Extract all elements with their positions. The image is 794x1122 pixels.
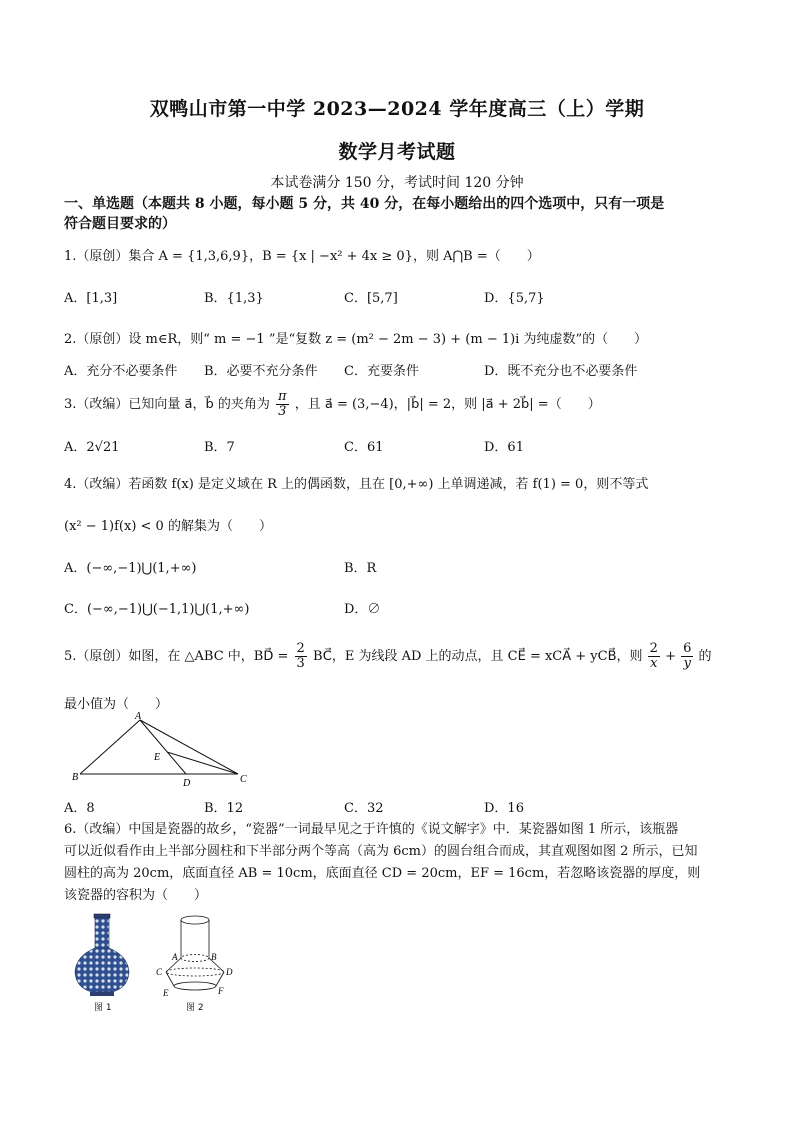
q1-option-c[interactable]: C．[5,7]	[344, 291, 398, 306]
q3-text-a: 3.（改编）已知向量 a⃗，b⃗ 的夹角为	[64, 397, 270, 412]
q4-option-c[interactable]: C．(−∞,−1)⋃(−1,1)⋃(1,+∞)	[64, 602, 250, 617]
question-4-cont: (x² − 1)f(x) < 0 的解集为（ ）	[64, 519, 272, 534]
diagram-label-b: B	[211, 952, 217, 962]
figure-2-caption: 图 2	[186, 1003, 204, 1013]
q3-option-c[interactable]: C．61	[344, 440, 384, 455]
question-2: 2.（原创）设 m∈R，则“ m = −1 ”是“复数 z = (m² − 2m − 3) + (m − 1)i 为纯虚数”的（ ）	[64, 332, 648, 347]
diagram-label-e: E	[163, 988, 169, 998]
page-title: 双鸭山市第一中学 2023—2024 学年度高三（上）学期	[149, 98, 645, 120]
q5-option-b[interactable]: B．12	[204, 801, 244, 816]
question-6-line2: 可以近似看作由上半部分圆柱和下半部分两个等高（高为 6cm）的圆台组合而成，其直观图如图 2 所示，已知	[64, 844, 698, 859]
q4-option-d[interactable]: D．∅	[344, 602, 381, 617]
q2-option-a[interactable]: A．充分不必要条件	[64, 364, 178, 379]
q3-option-b[interactable]: B．7	[204, 440, 235, 455]
question-4: 4.（改编）若函数 f(x) 是定义域在 R 上的偶函数，且在 [0,+∞) 上单调递减，若 f(1) = 0，则不等式	[64, 477, 649, 492]
question-5-cont: 最小值为（ ）	[64, 697, 169, 712]
question-6-line4: 该瓷器的容积为（ ）	[64, 888, 208, 903]
triangle-label-c: C	[240, 774, 247, 785]
question-3	[64, 390, 601, 419]
triangle-label-a: A	[135, 711, 142, 722]
q1-option-d[interactable]: D．{5,7}	[484, 291, 545, 306]
q5-fraction-2-den: x	[650, 656, 658, 671]
q5-option-d[interactable]: D．16	[484, 801, 524, 816]
triangle-label-e: E	[154, 752, 161, 763]
q4-option-b[interactable]: B．R	[344, 561, 377, 576]
q3-fraction	[276, 390, 289, 419]
q5-option-a[interactable]: A．8	[64, 801, 95, 816]
diagram-label-c: C	[156, 967, 163, 977]
section-heading: 一、单选题（本题共 8 小题，每小题 5 分，共 40 分，在每小题给出的四个选项中，只有一项是	[64, 196, 665, 212]
triangle-label-b: B	[72, 772, 79, 783]
exam-info: 本试卷满分 150 分，考试时间 120 分钟	[270, 175, 524, 191]
figure-1-caption: 图 1	[94, 1003, 112, 1013]
q5-fraction-1	[295, 642, 307, 671]
q3-option-a[interactable]: A．2√21	[64, 440, 120, 455]
diagram-label-d: D	[226, 967, 233, 977]
question-1: 1.（原创）集合 A = {1,3,6,9}，B = {x | −x² + 4x ≥ 0}，则 A⋂B =（ ）	[64, 249, 540, 264]
question-5	[64, 642, 712, 671]
q2-option-d[interactable]: D．既不充分也不必要条件	[484, 364, 638, 379]
q2-option-b[interactable]: B．必要不充分条件	[204, 364, 318, 379]
q1-option-b[interactable]: B．{1,3}	[204, 291, 264, 306]
diagram-label-a: A	[172, 952, 178, 962]
q5-plus-sign: +	[665, 649, 676, 664]
question-6-line3: 圆柱的高为 20cm，底面直径 AB = 10cm，底面直径 CD = 20cm，EF = 16cm，若忽略该瓷器的厚度，则	[64, 866, 701, 881]
q3-fraction-num: π	[278, 389, 287, 404]
q5-fraction-1-den: 3	[296, 656, 305, 671]
q5-text-c: 的	[698, 649, 712, 664]
q5-text-b: BC⃗，E 为线段 AD 上的动点，且 CE⃗ = xCA⃗ + yCB⃗，则	[312, 649, 643, 664]
q5-text-a: 5.（原创）如图，在 △ABC 中，BD⃗ =	[64, 649, 289, 664]
q5-fraction-3	[681, 642, 693, 671]
section-heading-cont: 符合题目要求的）	[64, 216, 176, 232]
q3-fraction-den: 3	[278, 404, 287, 419]
q3-option-d[interactable]: D．61	[484, 440, 524, 455]
q5-option-c[interactable]: C．32	[344, 801, 384, 816]
diagram-label-f: F	[218, 986, 224, 996]
q5-fraction-2-num: 2	[649, 641, 658, 656]
q5-fraction-3-num: 6	[683, 641, 692, 656]
q5-fraction-1-num: 2	[296, 641, 305, 656]
q1-option-a[interactable]: A．[1,3]	[64, 291, 118, 306]
page-subtitle: 数学月考试题	[338, 141, 456, 163]
triangle-figure	[64, 710, 264, 790]
q5-fraction-3-den: y	[683, 656, 691, 671]
vase-photo	[70, 912, 134, 1002]
question-6: 6.（改编）中国是瓷器的故乡，“瓷器”一词最早见之于许慎的《说文解字》中．某瓷器如图 1 所示，该瓶器	[64, 822, 679, 837]
q5-fraction-2	[648, 642, 660, 671]
triangle-label-d: D	[183, 778, 191, 789]
q4-option-a[interactable]: A．(−∞,−1)⋃(1,+∞)	[64, 561, 197, 576]
q2-option-c[interactable]: C．充要条件	[344, 364, 419, 379]
vase-diagram	[150, 912, 240, 1002]
q3-text-b: ，且 a⃗ = (3,−4)，|b⃗| = 2，则 |a⃗ + 2b⃗| =（ ）	[294, 397, 601, 412]
